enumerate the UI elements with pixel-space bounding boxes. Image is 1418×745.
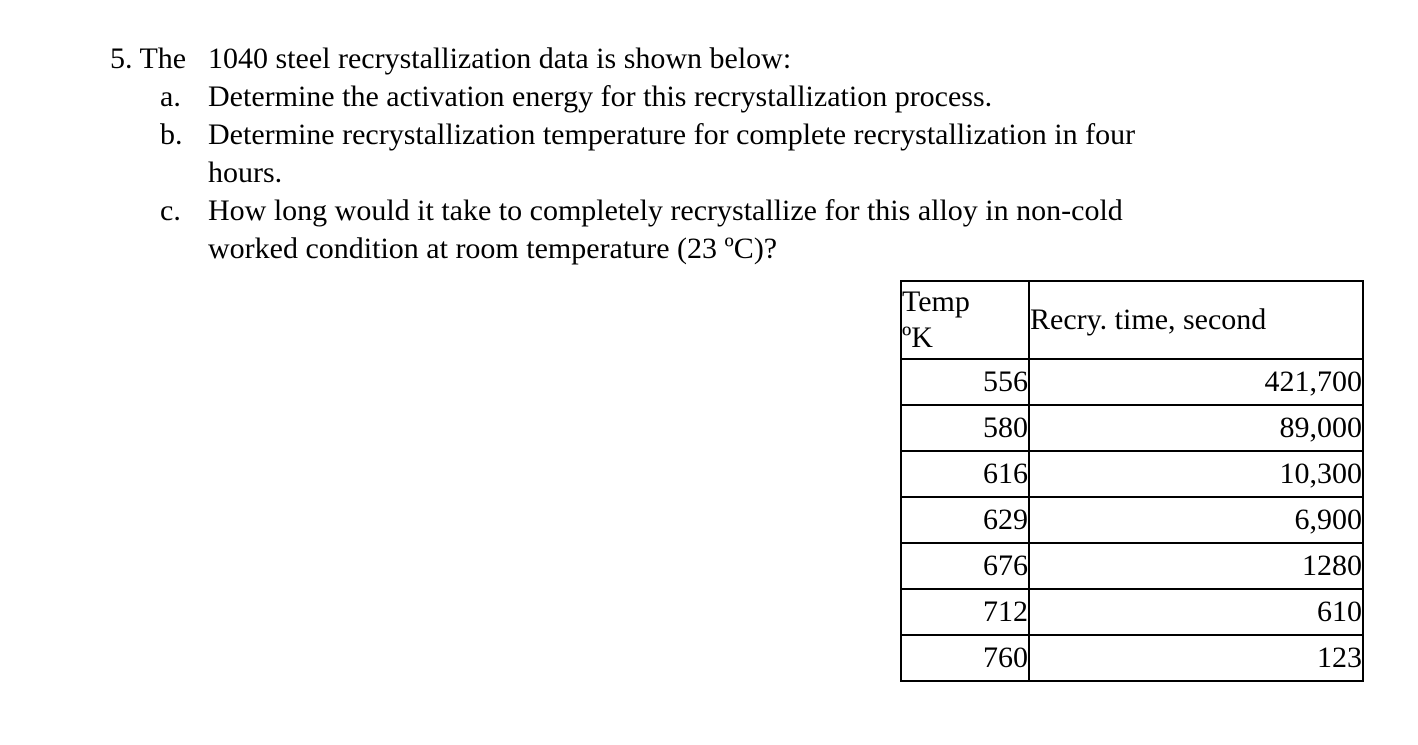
sub-question-letter: a. xyxy=(160,80,181,113)
header-time: Recry. time, second xyxy=(1029,281,1363,359)
sub-question-c xyxy=(160,192,1208,268)
temp-cell: 616 xyxy=(901,451,1029,497)
table-row xyxy=(901,543,1363,589)
temp-cell: 676 xyxy=(901,543,1029,589)
sub-question-list xyxy=(160,78,1208,268)
sub-question-letter: c. xyxy=(160,194,181,227)
time-cell: 610 xyxy=(1029,589,1363,635)
temp-cell: 760 xyxy=(901,635,1029,681)
time-cell: 89,000 xyxy=(1029,405,1363,451)
time-cell: 421,700 xyxy=(1029,359,1363,405)
time-cell: 1280 xyxy=(1029,543,1363,589)
table-header-row xyxy=(901,281,1363,359)
table-row xyxy=(901,405,1363,451)
table-row xyxy=(901,451,1363,497)
sub-question-b xyxy=(160,116,1208,192)
table-row xyxy=(901,589,1363,635)
recrystallization-data-table xyxy=(900,280,1364,682)
question-number: 5. The xyxy=(110,42,187,75)
question-intro: 1040 steel recrystallization data is shown below: xyxy=(208,42,792,75)
temp-cell: 629 xyxy=(901,497,1029,543)
sub-question-letter: b. xyxy=(160,118,183,151)
time-cell: 10,300 xyxy=(1029,451,1363,497)
sub-question-text: Determine the activation energy for this recrystallization process. xyxy=(208,80,993,113)
time-cell: 123 xyxy=(1029,635,1363,681)
table-row xyxy=(901,635,1363,681)
header-temp-unit: ºK xyxy=(902,321,933,354)
question-5 xyxy=(110,40,1208,268)
question-heading xyxy=(110,40,1208,78)
header-temp xyxy=(901,281,1029,359)
temp-cell: 556 xyxy=(901,359,1029,405)
temp-cell: 580 xyxy=(901,405,1029,451)
sub-question-text: Determine recrystallization temperature for complete recrystallization in four hours. xyxy=(208,118,1136,189)
temp-cell: 712 xyxy=(901,589,1029,635)
time-cell: 6,900 xyxy=(1029,497,1363,543)
table-row xyxy=(901,359,1363,405)
sub-question-text: How long would it take to completely recrystallize for this alloy in non-cold worked condition at room temperature (23 ºC)? xyxy=(208,194,1123,265)
sub-question-a xyxy=(160,78,1208,116)
header-temp-label: Temp xyxy=(902,285,970,318)
table-row xyxy=(901,497,1363,543)
